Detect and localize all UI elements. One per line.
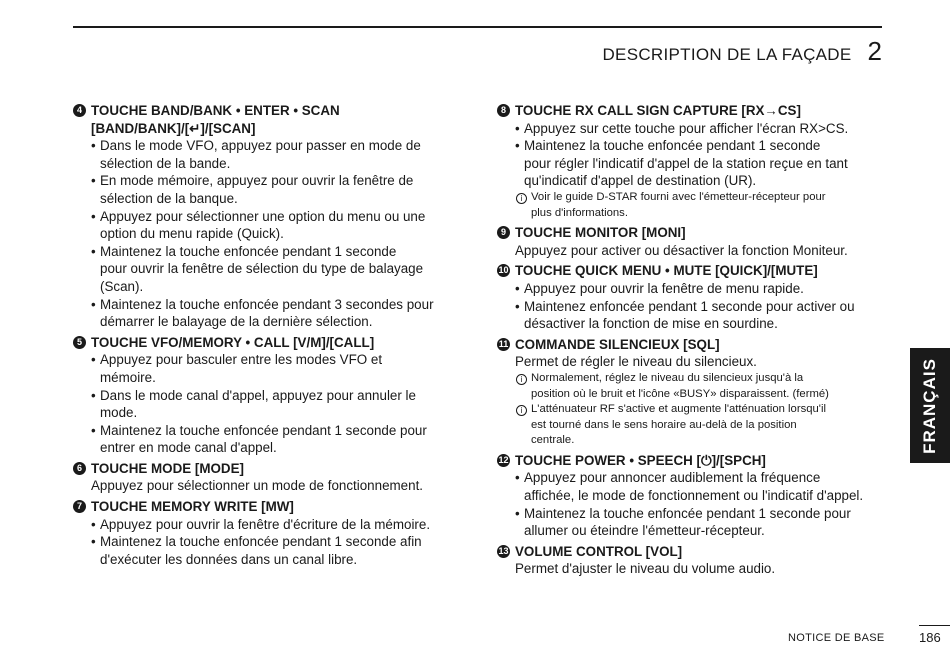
- language-tab-label: FRANÇAIS: [920, 357, 939, 454]
- heading-power-speech: 12 TOUCHE POWER • SPEECH [⏻]/[SPCH]: [498, 452, 766, 468]
- number-badge: 5: [73, 336, 86, 349]
- list-item: • Maintenez la touche enfoncée pendant 1 seconde afin d'exécuter les données dans un canal libre.: [73, 533, 468, 568]
- list-item: • Maintenez la touche enfoncée pendant 1 seconde pour régler l'indicatif d'appel de la station reçue en tant qu'indicatif d'appel de destination (UR).: [497, 137, 892, 190]
- heading-vfo-memory: 5 TOUCHE VFO/MEMORY • CALL [V/M]/[CALL]: [73, 334, 468, 352]
- number-badge: 10: [498, 265, 509, 276]
- paragraph: Appuyez pour sélectionner un mode de fonctionnement.: [91, 478, 424, 494]
- paragraph: Appuyez pour activer ou désactiver la fonction Moniteur.: [515, 242, 848, 258]
- list-item: • Maintenez la touche enfoncée pendant 1 seconde pour allumer ou éteindre l'émetteur-récepteur.: [497, 505, 892, 540]
- list-item: • Appuyez pour annoncer audiblement la fréquence affichée, le mode de fonctionnement ou l'indicatif d'appel.: [497, 469, 892, 504]
- heading-memory-write: 7 TOUCHE MEMORY WRITE [MW]: [73, 498, 468, 516]
- number-badge: 9: [497, 226, 510, 239]
- left-column: [73, 102, 468, 568]
- heading-mode: 6 TOUCHE MODE [MODE]: [73, 460, 468, 478]
- heading-rx-call-sign: 8 TOUCHE RX CALL SIGN CAPTURE [RX→CS]: [497, 102, 892, 120]
- list-item: • Dans le mode canal d'appel, appuyez pour annuler le mode.: [73, 387, 468, 422]
- info-icon: i: [516, 374, 527, 385]
- language-tab: [910, 348, 950, 463]
- list-item: • Appuyez pour sélectionner une option du menu ou une option du menu rapide (Quick).: [73, 208, 468, 243]
- list-item: • Maintenez la touche enfoncée pendant 1 seconde pour entrer en mode canal d'appel.: [73, 422, 468, 457]
- heading-monitor: 9 TOUCHE MONITOR [MONI]: [497, 224, 892, 242]
- top-rule: [73, 26, 882, 28]
- number-badge: 7: [73, 500, 86, 513]
- number-badge: 8: [497, 104, 510, 117]
- note: i L'atténuateur RF s'active et augmente l'atténuation lorsqu'il est tourné dans le sens horaire au-delà de la position centrale.: [497, 402, 892, 449]
- paragraph: Permet d'ajuster le niveau du volume audio.: [515, 561, 776, 577]
- number-badge: 6: [73, 462, 86, 475]
- list-item: • Appuyez pour ouvrir la fenêtre d'écriture de la mémoire.: [73, 516, 468, 534]
- paragraph: Permet de régler le niveau du silencieux.: [515, 354, 757, 370]
- info-icon: i: [516, 193, 527, 204]
- heading-quick-menu: 10 TOUCHE QUICK MENU • MUTE [QUICK]/[MUTE]: [498, 263, 818, 279]
- heading-volume: 13 VOLUME CONTROL [VOL]: [498, 543, 683, 559]
- list-item: • En mode mémoire, appuyez pour ouvrir la fenêtre de sélection de la banque.: [73, 172, 468, 207]
- number-badge: 12: [498, 454, 509, 465]
- number-badge: 4: [73, 104, 86, 117]
- info-icon: i: [516, 405, 527, 416]
- list-item: • Maintenez enfoncée pendant 1 seconde pour activer ou désactiver la fonction de mise en sourdine.: [497, 298, 892, 333]
- note: i Voir le guide D-STAR fourni avec l'émetteur-récepteur pour plus d'informations.: [497, 190, 892, 221]
- number-badge: 11: [498, 338, 509, 349]
- note: i Normalement, réglez le niveau du silencieux jusqu'à la position où le bruit et l'icône «BUSY» disparaissent. (fermé): [497, 371, 892, 402]
- page-number: 186: [919, 630, 941, 645]
- list-item: • Appuyez sur cette touche pour afficher l'écran RX>CS.: [497, 120, 892, 138]
- footer-rule: [919, 625, 950, 626]
- list-item: • Maintenez la touche enfoncée pendant 3 secondes pour démarrer le balayage de la dernière sélection.: [73, 296, 468, 331]
- footer-label: NOTICE DE BASE: [788, 632, 885, 644]
- list-item: • Maintenez la touche enfoncée pendant 1 seconde pour ouvrir la fenêtre de sélection du type de balayage (Scan).: [73, 243, 468, 296]
- number-badge: 13: [498, 545, 509, 556]
- right-column: [497, 102, 892, 578]
- heading-band-bank: 4 TOUCHE BAND/BANK • ENTER • SCAN [BAND/BANK]/[↵]/[SCAN]: [73, 102, 468, 137]
- heading-squelch: 11 COMMANDE SILENCIEUX [SQL]: [498, 336, 720, 352]
- page-header: [602, 36, 882, 67]
- chapter-number: 2: [867, 36, 882, 66]
- list-item: • Appuyez pour ouvrir la fenêtre de menu rapide.: [497, 280, 892, 298]
- list-item: • Dans le mode VFO, appuyez pour passer en mode de sélection de la bande.: [73, 137, 468, 172]
- section-title: DESCRIPTION DE LA FAÇADE: [602, 45, 852, 64]
- list-item: • Appuyez pour basculer entre les modes VFO et mémoire.: [73, 351, 468, 386]
